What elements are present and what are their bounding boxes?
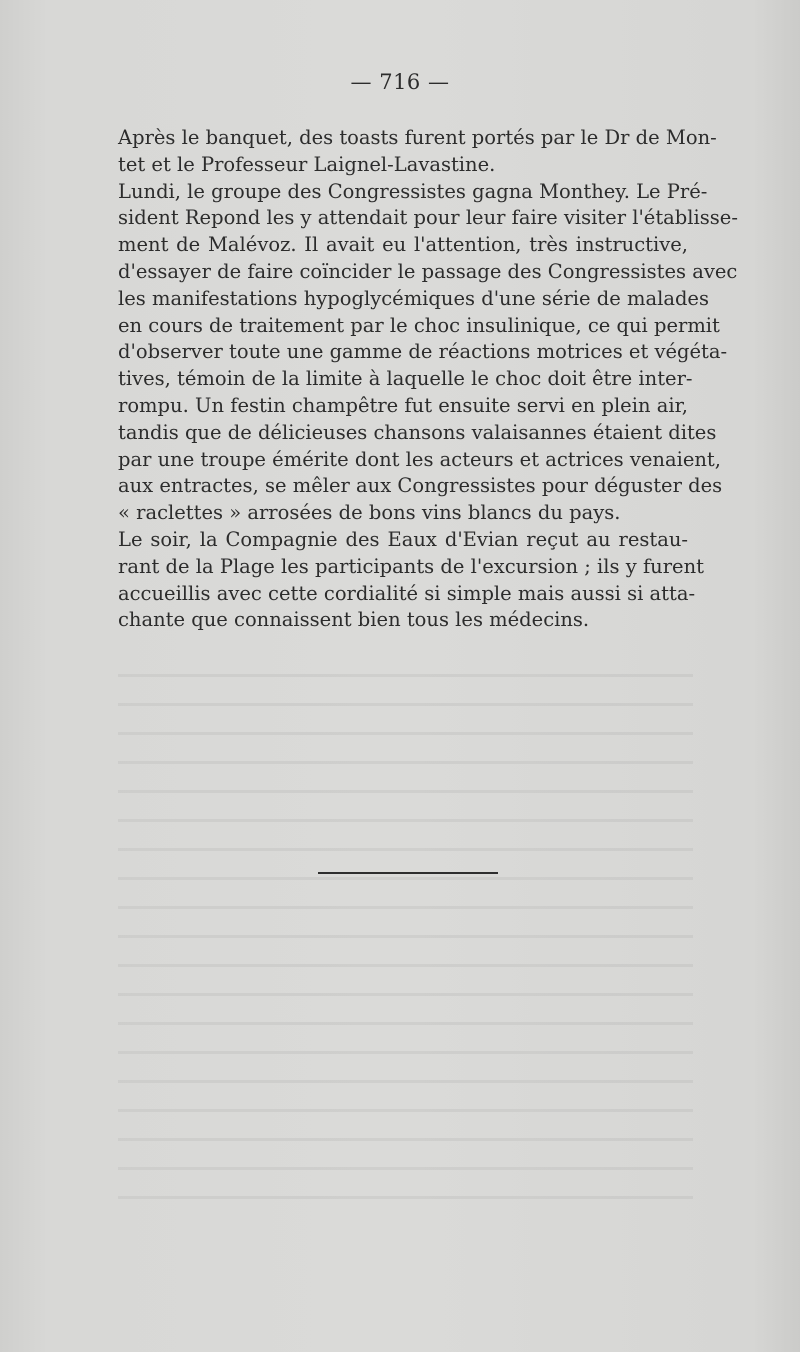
text-line: « raclettes » arrosées de bons vins blancs du pays. bbox=[118, 501, 621, 525]
text-line: rompu. Un festin champêtre fut ensuite servi en plein air, bbox=[118, 393, 688, 417]
text-line: chante que connaissent bien tous les médecins. bbox=[118, 608, 590, 632]
text-line: ment de Malévoz. Il avait eu l'attention, très instructive, bbox=[118, 233, 688, 257]
text-line: en cours de traitement par le choc insulinique, ce qui permit bbox=[118, 313, 720, 337]
text-line: tives, témoin de la limite à laquelle le choc doit être inter- bbox=[118, 367, 693, 391]
text-line: par une troupe émérite dont les acteurs et actrices venaient, bbox=[118, 447, 721, 471]
body-text bbox=[118, 125, 738, 634]
section-divider bbox=[318, 872, 498, 874]
text-line: rant de la Plage les participants de l'excursion ; ils y furent bbox=[118, 554, 704, 578]
text-line: accueillis avec cette cordialité si simple mais aussi si atta- bbox=[118, 581, 696, 605]
text-line: Après le banquet, des toasts furent portés par le Dr de Mon- bbox=[118, 126, 717, 149]
text-line: aux entractes, se mêler aux Congressistes pour déguster des bbox=[118, 474, 723, 498]
text-line: les manifestations hypoglycémiques d'une série de malades bbox=[118, 286, 709, 310]
text-line: d'essayer de faire coïncider le passage des Congressistes avec bbox=[118, 259, 738, 283]
page-number: — 716 — bbox=[350, 70, 450, 94]
text-line: Le soir, la Compagnie des Eaux d'Evian reçut au restau- bbox=[118, 527, 688, 551]
text-line: tandis que de délicieuses chansons valaisannes étaient dites bbox=[118, 420, 717, 444]
text-line: sident Repond les y attendait pour leur faire visiter l'établisse- bbox=[118, 206, 738, 230]
show-through-text bbox=[118, 660, 693, 1200]
text-line: d'observer toute une gamme de réactions motrices et végéta- bbox=[118, 340, 728, 364]
text-line: Lundi, le groupe des Congressistes gagna Monthey. Le Pré- bbox=[118, 179, 708, 203]
text-line: tet et le Professeur Laignel-Lavastine. bbox=[118, 152, 496, 176]
